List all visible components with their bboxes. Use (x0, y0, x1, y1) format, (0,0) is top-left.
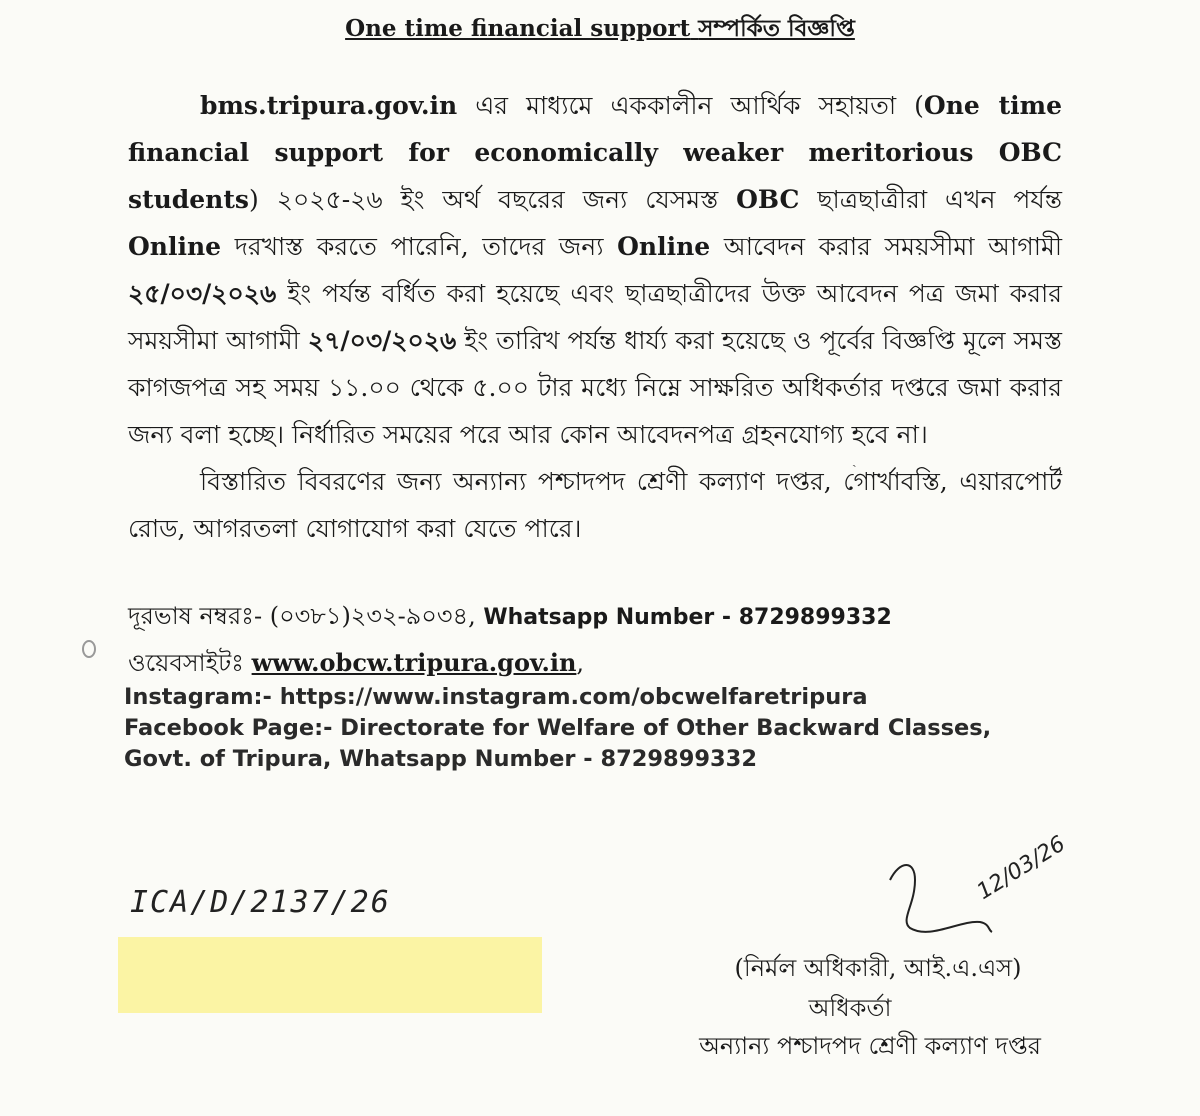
signatory-name: (নির্মল অধিকারী, আই.এ.এস) (734, 954, 1022, 982)
facebook-line-2: Govt. of Tripura, Whatsapp Number - 8729899332 (124, 746, 757, 772)
signatory-department: অন্যান্য পশ্চাদপদ শ্রেণী কল্যাণ দপ্তর (699, 1032, 1041, 1060)
page-title (0, 10, 1200, 49)
instagram-line: Instagram:- https://www.instagram.com/obcwelfaretripura (124, 684, 868, 710)
website-link[interactable]: www.obcw.tripura.gov.in (251, 648, 577, 677)
notice-body (128, 82, 1062, 552)
notice-paragraph-1: bms.tripura.gov.in এর মাধ্যমে এককালীন আর্থিক সহায়তা (One time financial support for economically weaker meritorious OBC students) ২০২৫-২৬ ইং অর্থ বছরের জন্য যেসমস্ত OBC ছাত্রছাত্রীরা এখন পর্যন্ত Online দরখাস্ত করতে পারেনি, তাদের জন্য Online আবেদন করার সময়সীমা আগামী ২৫/০৩/২০২৬ ইং পর্যন্ত বর্ধিত করা হয়েছে এবং ছাত্রছাত্রীদের উক্ত আবেদন পত্র জমা করার সময়সীমা আগামী ২৭/০৩/২০২৬ ইং তারিখ পর্যন্ত ধার্য্য করা হয়েছে ও পূর্বের বিজ্ঞপ্তি মূলে সমস্ত কাগজপত্র সহ সময় ১১.০০ থেকে ৫.০০ টার মধ্যে নিম্নে সাক্ষরিত অধিকর্তার দপ্তরে জমা করার জন্য বলা হচ্ছে। নির্ধারিত সময়ের পরে আর কোন আবেদনপত্র গ্রহনযোগ্য হবে না। (128, 91, 1062, 449)
signatory-designation: অধিকর্তা (808, 994, 892, 1022)
signature-date: 12/03/26 (972, 831, 1070, 905)
online-deadline: ২৫/০৩/২০২৬ (128, 279, 277, 308)
title-bengali: সম্পর্কিত বিজ্ঞপ্তি (698, 15, 855, 42)
instagram-link[interactable]: https://www.instagram.com/obcwelfaretripura (279, 684, 868, 710)
facebook-page: Directorate for Welfare of Other Backward Classes, (340, 715, 992, 741)
submission-deadline: ২৭/০৩/২০২৬ (307, 326, 457, 355)
reference-number: ICA/D/2137/26 (130, 885, 391, 920)
portal-link[interactable]: bms.tripura.gov.in (200, 91, 458, 120)
social-block (124, 682, 1064, 775)
whatsapp-number: 8729899332 (738, 605, 892, 630)
phone-line: দূরভাষ নম্বরঃ- (০৩৮১)২৩২-৯০৩৪, Whatsapp Number - 8729899332 (128, 602, 892, 630)
title-english: One time financial support (345, 15, 691, 42)
facebook-whatsapp: 8729899332 (600, 746, 757, 772)
highlight-patch (118, 937, 542, 1013)
facebook-line: Facebook Page:- Directorate for Welfare of Other Backward Classes, (124, 715, 992, 741)
phone-number: (০৩৮১)২৩২-৯০৩৪, (269, 602, 484, 630)
scheme-name: One time financial support for economically weaker meritorious OBC students (128, 91, 1062, 214)
notice-paragraph-2: বিস্তারিত বিবরণের জন্য অন্যান্য পশ্চাদপদ শ্রেণী কল্যাণ দপ্তর, গোর্খাবস্তি, এয়ারপোর্ট রোড, আগরতলা যোগাযোগ করা যেতে পারে। (128, 467, 1062, 543)
website-line: ওয়েবসাইটঃ www.obcw.tripura.gov.in, (128, 648, 585, 677)
punch-mark (82, 640, 96, 658)
stray-mark: ˎ (852, 452, 857, 468)
